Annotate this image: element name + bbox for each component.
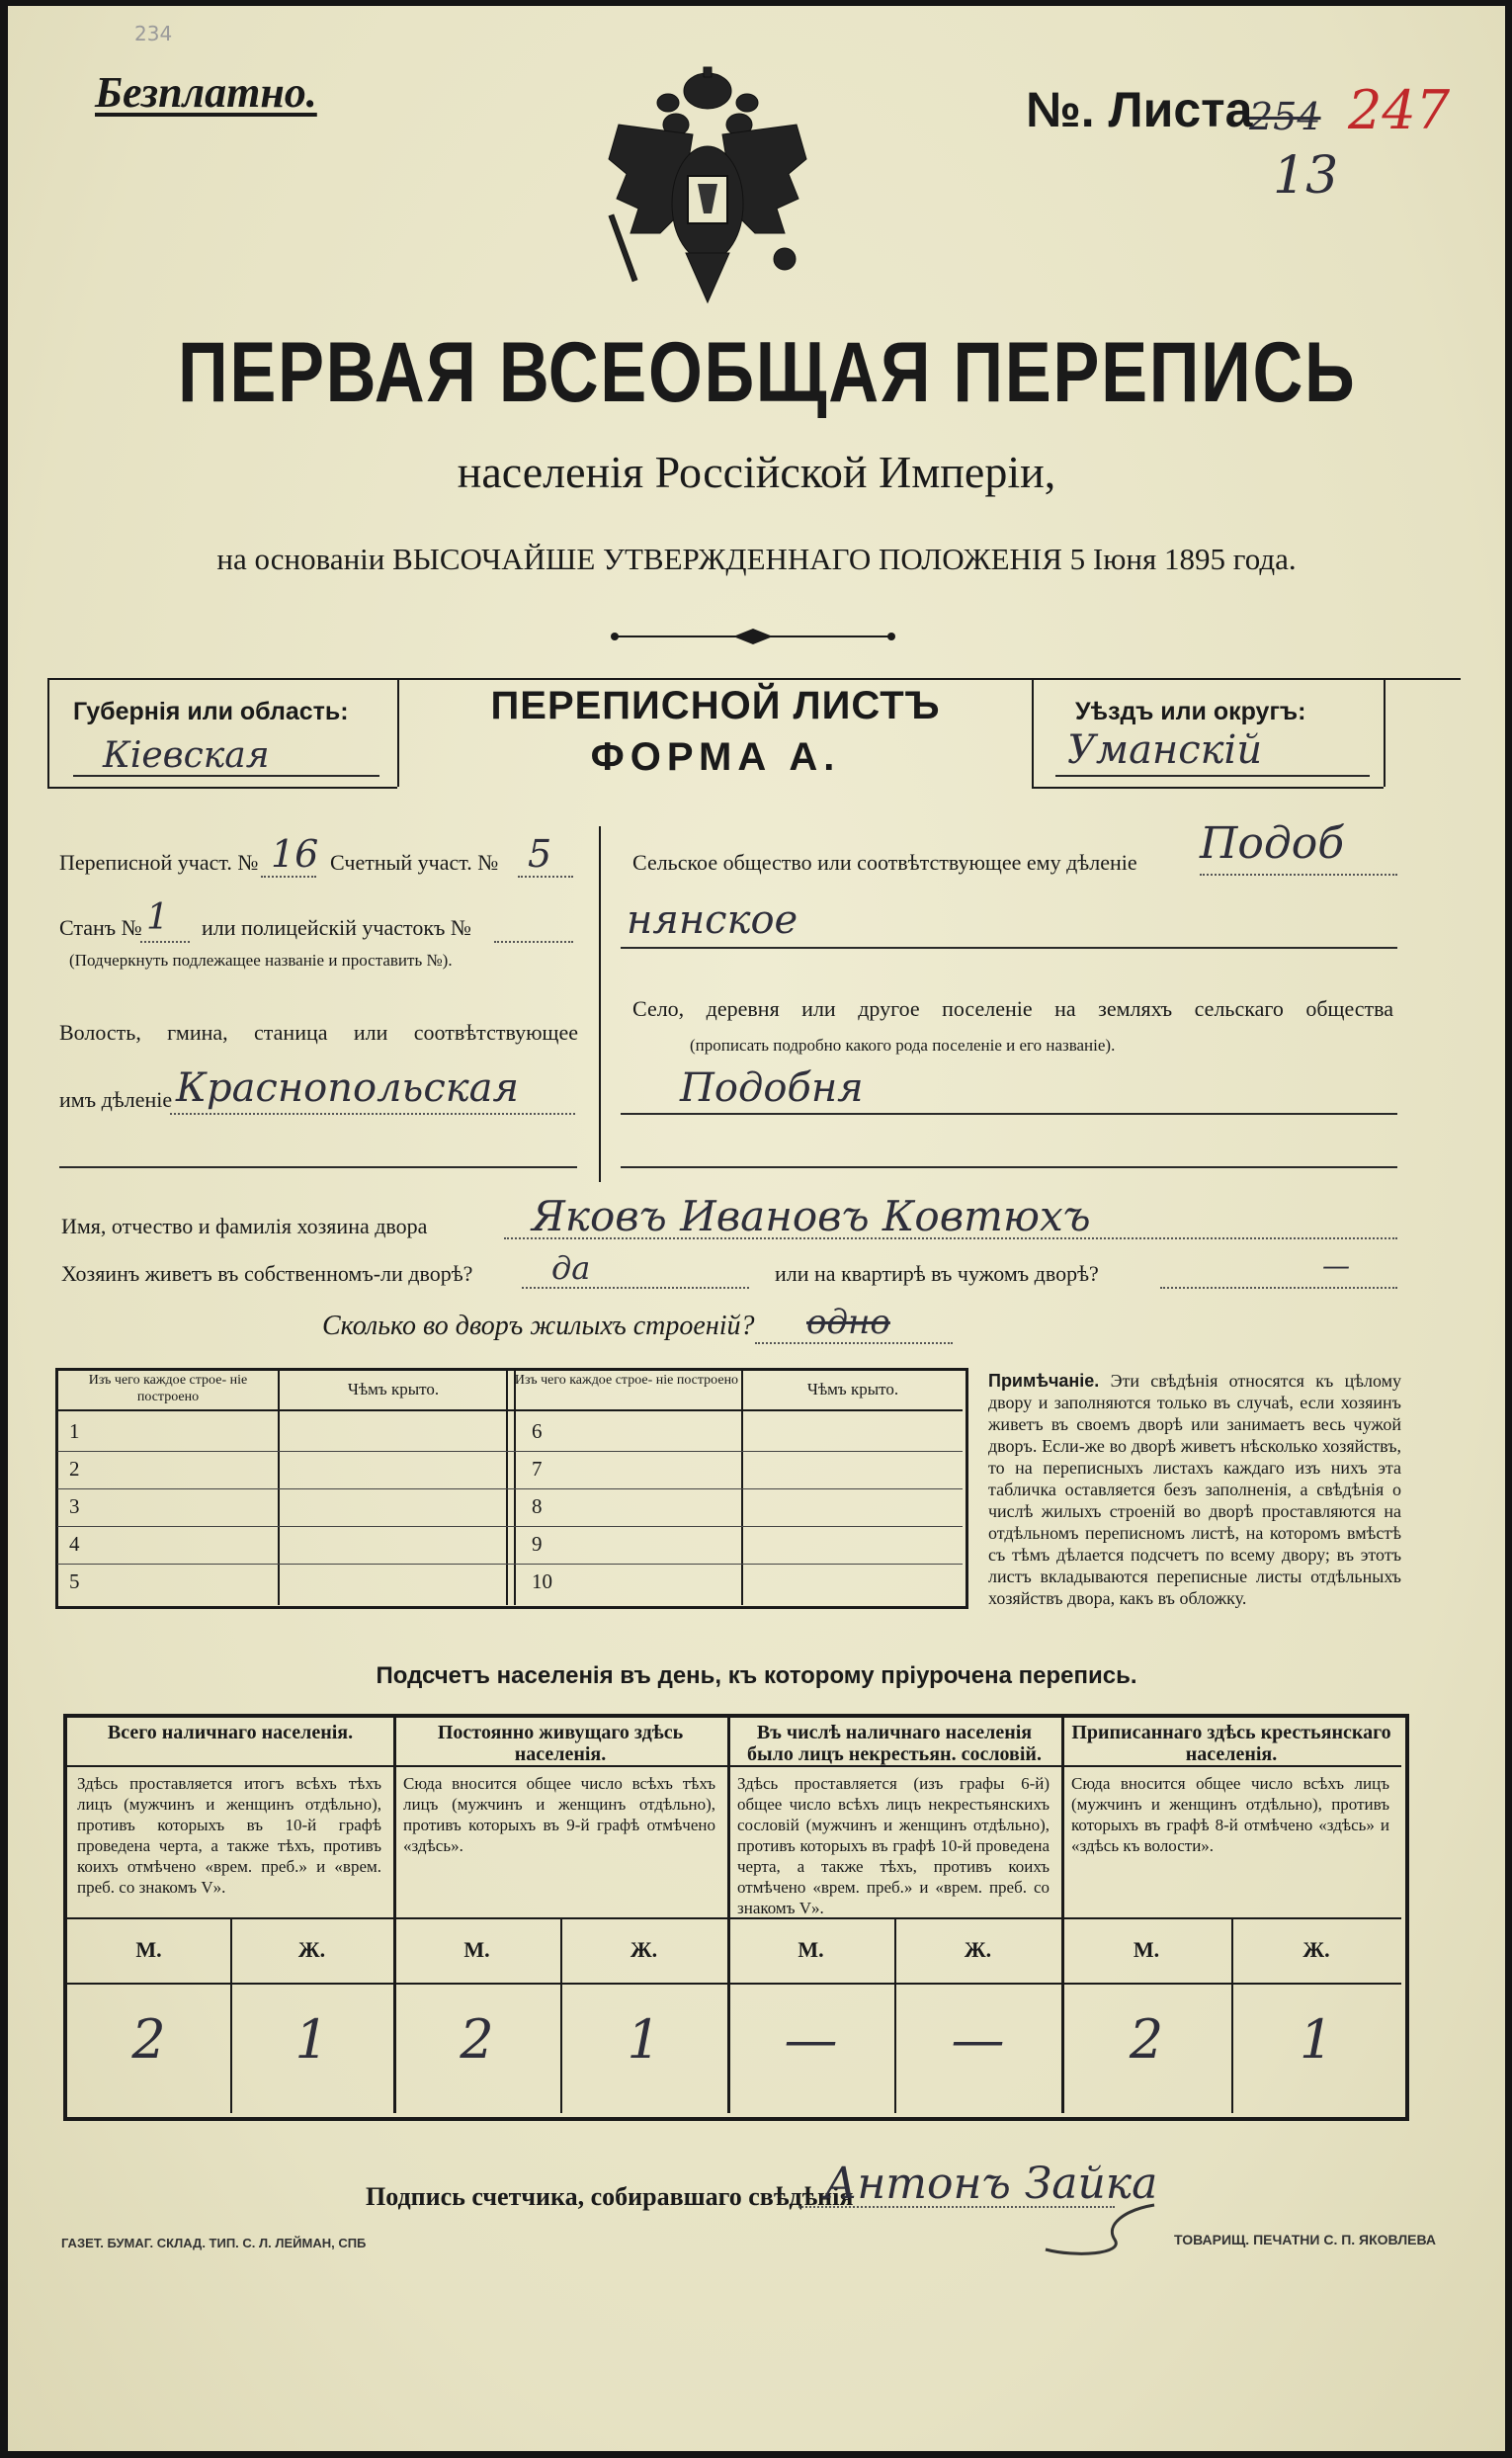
pop-f-label: Ж. [630,1937,658,1962]
bt-col-div-3 [741,1370,743,1605]
bt-row-number-left: 2 [69,1457,80,1481]
pop-mf-bottom-rule [67,1983,1401,1985]
bt-row-number-left: 4 [69,1532,80,1556]
signature-label: Подпись счетчика, собиравшаго свѣдѣнія [366,2182,854,2211]
footer-right-printer: ТОВАРИЩ. ПЕЧАТНИ С. П. ЯКОВЛЕВА [1174,2232,1437,2247]
bt-row-rule [57,1451,963,1452]
buildings-underline [755,1342,953,1344]
buildings-label: Сколько во дворъ жилыхъ строеній? [322,1311,755,1341]
bt-row-number-left: 3 [69,1494,80,1518]
own-yard-value: да [551,1249,591,1287]
uezd-underline [1055,775,1370,777]
stan-label: Станъ № [59,915,142,940]
buildings-value: одно [806,1303,890,1342]
left-box-divider [397,678,399,787]
pop-section-head: Всего наличнаго населенія. [107,1722,354,1743]
left-bracket [47,678,49,787]
pop-m-value: 2 [131,2008,166,2071]
pop-f-value: — [951,2008,1005,2071]
stan-underline [140,941,190,943]
owner-name-underline [504,1237,1397,1239]
volost-underline-2 [59,1166,577,1168]
village-note: (прописать подробно какого рода поселеніе и его названіе). [690,1036,1116,1055]
population-title: Подсчетъ населенія въ день, къ которому пріурочена перепись. [376,1662,1137,1689]
uezd-value: Уманскій [1067,727,1263,773]
right-box-bottom [1032,787,1384,789]
village-value: Подобня [680,1065,864,1111]
pop-section-head: Постоянно живущаго здѣсь населенія. [437,1722,684,1765]
pop-mf-top-rule [67,1917,1401,1919]
bt-col-material-right: Изъ чего каждое строе- ніе построено [514,1373,739,1388]
form-a-title: ФОРМА А. [590,735,841,779]
signature-flourish [1036,2200,1184,2259]
bt-row-number-right: 6 [532,1419,543,1443]
bt-header-rule [57,1409,963,1411]
pop-section-head: Приписаннаго здѣсь крестьянскаго населенія. [1071,1722,1391,1765]
sheet-form-title: ПЕРЕПИСНОЙ ЛИСТЪ [490,684,941,727]
gubernia-value: Кіевская [103,735,270,776]
count-section-label: Счетный участ. № [330,850,499,875]
bt-row-rule [57,1564,963,1565]
ornament-divider [605,627,901,646]
basis-line: на основаніи ВЫСОЧАЙШЕ УТВЕРЖДЕННАГО ПОЛОЖЕНІЯ 5 Іюня 1895 года. [216,542,1297,576]
pop-m-value: — [784,2008,838,2071]
pop-f-label: Ж. [297,1937,326,1962]
archive-mark: 234 [134,22,173,45]
police-section-label: или полицейскій участокъ № [202,915,471,940]
sheet-number-label: №. Листа [1026,82,1253,137]
pop-f-label: Ж. [1302,1937,1330,1962]
free-label: Безплатно. [95,68,317,117]
stan-note: (Подчеркнуть подлежащее названіе и проставить №). [69,951,453,970]
rent-underline [1160,1287,1397,1289]
stan-value: 1 [146,897,169,938]
right-box-divider [1032,678,1034,787]
census-section-value: 16 [271,832,319,876]
imperial-eagle-emblem [599,65,816,307]
pop-head-rule [67,1765,1401,1767]
gubernia-label: Губернія или область: [73,698,349,725]
page-subtitle: населенія Россійской Имперіи, [457,447,1056,497]
bt-row-number-left: 1 [69,1419,80,1443]
pop-m-value: 2 [1129,2008,1164,2071]
pop-m-value: 2 [460,2008,494,2071]
right-bracket [1384,678,1386,787]
volost-label-cont: имъ дѣленіе [59,1087,173,1112]
village-underline-2 [621,1166,1397,1168]
pop-section-desc: Сюда вносится общее число всѣхъ лицъ (мужчинъ и женщинъ отдѣльно), противъ которыхъ въ графѣ 8-й отмѣчено «здѣсь» и «здѣсь къ волости». [1071,1774,1389,1855]
bt-col-material-left: Изъ чего каждое строе- ніе построено [88,1373,248,1404]
sheet-number-red: 247 [1348,79,1451,141]
form-top-rule [47,678,1461,680]
pop-f-value: 1 [627,2008,661,2071]
page-title: ПЕРВАЯ ВСЕОБЩАЯ ПЕРЕПИСЬ [178,325,1357,420]
buildings-note [988,1370,1401,1609]
village-label: Село, деревня или другое поселеніе на земляхъ сельскаго общества [632,996,1393,1021]
note-title: Примѣчаніе. [988,1371,1100,1391]
footer-left-printer: ГАЗЕТ. БУМАГ. СКЛАД. ТИП. С. Л. ЛЕЙМАН, СПБ [61,2236,367,2250]
pop-section-desc: Здѣсь проставляется итогъ всѣхъ тѣхъ лицъ (мужчинъ и женщинъ отдѣльно), противъ которыхъ въ 10-й графѣ проведена черта, а также тѣхъ, противъ коихъ отмѣчено «врем. преб.» и «врем. преб. со знакомъ V». [77,1774,381,1897]
own-yard-label: Хозяинъ живетъ въ собственномъ-ли дворѣ? [61,1261,473,1286]
signature-value: Антонъ Зайка [824,2159,1158,2209]
gubernia-underline [73,775,379,777]
bt-row-number-right: 8 [532,1494,543,1518]
own-yard-underline [522,1287,749,1289]
bt-col-div-double [506,1370,516,1605]
pop-f-value: 1 [294,2008,329,2071]
society-underline-2 [621,947,1397,949]
bt-row-rule [57,1488,963,1489]
pop-m-label: М. [1133,1937,1160,1962]
bt-row-number-right: 9 [532,1532,543,1556]
volost-value: Краснопольская [176,1065,519,1111]
society-label: Сельское общество или соотвѣтствующее ему дѣленіе [632,850,1137,875]
pop-m-label: М. [463,1937,490,1962]
owner-name-label: Имя, отчество и фамилія хозяина двора [61,1214,428,1238]
count-section-value: 5 [528,832,552,876]
police-underline [494,941,573,943]
bt-row-number-left: 5 [69,1569,80,1593]
field-column-divider [599,826,601,1182]
pop-section-desc: Сюда вносится общее число всѣхъ тѣхъ лицъ (мужчинъ и женщинъ отдѣльно), противъ которыхъ въ 9-й графѣ отмѣчено «здѣсь». [403,1774,715,1855]
uezd-label: Уѣздъ или округъ: [1075,698,1306,725]
sheet-number-handwritten: 13 [1273,146,1339,206]
census-section-label: Переписной участ. № [59,850,259,875]
village-underline [621,1113,1397,1115]
bt-col-roof-right: Чѣмъ крыто. [806,1380,899,1399]
society-value: Подоб [1200,818,1345,869]
rent-value: — [1322,1249,1350,1282]
note-text: Эти свѣдѣнія относятся къ цѣлому двору и заполняются только въ случаѣ, если хозяинъ живетъ въ своемъ дворѣ или занимаетъ весь чужой дворъ. Если-же во дворѣ живетъ нѣсколько хозяйствъ, то на переписныхъ листахъ каждаго изъ нихъ эта табличка оставляется безъ заполненія, а свѣдѣнія о числѣ жилыхъ строеній во дворѣ проставляются на отдѣльномъ переписномъ листѣ, на которомъ вмѣстѣ съ тѣмъ дѣлается подсчетъ по всему двору; въ этотъ листъ вкладываются переписные листы отдѣльныхъ хозяйствъ двора, какъ въ обложку. [988,1371,1402,1608]
bt-row-number-right: 7 [532,1457,543,1481]
bt-col-div-1 [278,1370,280,1605]
pop-m-label: М. [798,1937,824,1962]
count-section-underline [518,876,573,878]
left-box-bottom [47,787,397,789]
bt-row-rule [57,1526,963,1527]
bt-row-number-right: 10 [532,1569,552,1593]
pop-f-label: Ж. [964,1937,992,1962]
pop-section-head: Въ числѣ наличнаго населенія было лицъ некрестьян. сословій. [747,1722,1042,1765]
society-value-cont: нянское [627,897,798,943]
owner-name-value: Яковъ Ивановъ Ковтюхъ [532,1192,1091,1240]
rent-label: или на квартирѣ въ чужомъ дворѣ? [775,1261,1099,1286]
bt-col-roof-left: Чѣмъ крыто. [347,1380,440,1399]
society-underline [1200,874,1397,876]
sheet-number-crossed: 254 [1249,95,1321,138]
pop-f-value: 1 [1299,2008,1334,2071]
census-section-underline [261,876,316,878]
pop-m-label: М. [135,1937,162,1962]
volost-label: Волость, гмина, станица или соотвѣтствующее [59,1020,578,1045]
volost-underline [170,1113,575,1115]
census-sheet [8,6,1505,2451]
pop-section-desc: Здѣсь проставляется (изъ графы 6-й) общее число всѣхъ лицъ некрестьянскихъ сословій (мужчинъ и женщинъ отдѣльно), противъ которыхъ въ графѣ 10-й проведена черта, а также тѣхъ, противъ коихъ отмѣчено «врем. преб.» и «врем. преб. со знакомъ V». [737,1774,1050,1917]
